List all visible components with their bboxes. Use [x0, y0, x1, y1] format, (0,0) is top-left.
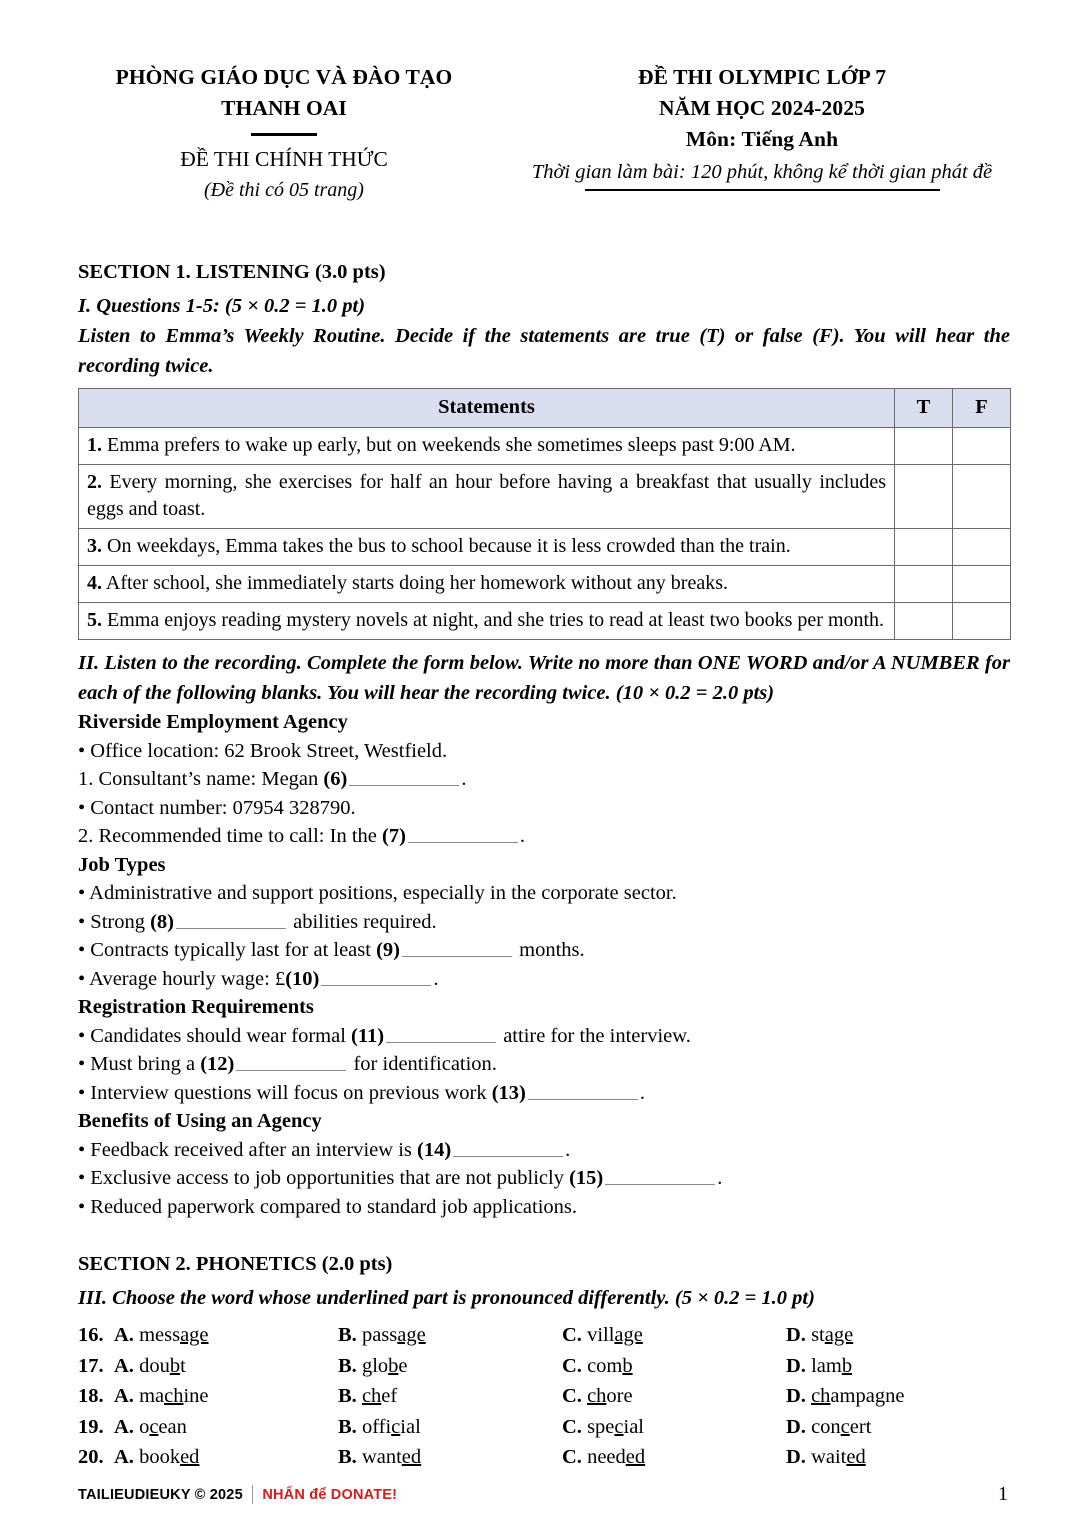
statement-text-cell: 3. On weekdays, Emma takes the bus to school because it is less crowded than the train. — [79, 529, 895, 566]
option-letter: C. — [562, 1354, 588, 1377]
statement-number: 1. — [87, 434, 102, 456]
blank-number-label: (14) — [417, 1138, 452, 1161]
blank-number-label: (6) — [323, 768, 348, 790]
table-row — [79, 529, 1011, 566]
option-word: comb — [587, 1354, 633, 1377]
underlined-part: ch — [361, 1385, 382, 1407]
statement-text-cell: 5. Emma enjoys reading mystery novels at night, and she tries to read at least two books per month. — [79, 603, 895, 640]
option-letter: A. — [114, 1324, 140, 1346]
phonetics-option[interactable] — [114, 1412, 338, 1443]
option-letter: C. — [562, 1385, 588, 1407]
option-word: wanted — [361, 1446, 422, 1468]
option-letter: A. — [114, 1415, 140, 1438]
option-letter: B. — [338, 1354, 362, 1377]
underlined-part: c — [149, 1415, 159, 1438]
option-word: needed — [587, 1446, 646, 1468]
school-year: NĂM HỌC 2024-2025 — [659, 96, 865, 120]
page-number: 1 — [998, 1483, 1008, 1505]
section-1-title: SECTION 1. LISTENING (3.0 pts) — [78, 261, 386, 283]
option-word: ocean — [139, 1415, 187, 1438]
option-letter: D. — [786, 1415, 812, 1438]
blank-number-label: (15) — [569, 1167, 604, 1189]
statements-table-body — [79, 428, 1011, 640]
form-group-contact — [78, 737, 1010, 851]
form-line: • Average hourly wage: £(10) . — [78, 967, 439, 990]
header-right-block — [490, 62, 1026, 205]
phonetics-option[interactable] — [562, 1412, 786, 1443]
option-word: champagne — [811, 1385, 905, 1407]
phonetics-option[interactable] — [562, 1442, 786, 1473]
answer-cell-true[interactable] — [895, 529, 953, 566]
answer-cell-false[interactable] — [953, 428, 1011, 465]
underlined-part: ed — [401, 1446, 422, 1468]
form-line: • Exclusive access to job opportunities that are not publicly (15) . — [78, 1167, 723, 1189]
answer-cell-false[interactable] — [953, 529, 1011, 566]
option-letter: A. — [114, 1385, 140, 1407]
answer-cell-true[interactable] — [895, 428, 953, 465]
phonetics-option[interactable] — [562, 1351, 786, 1382]
answer-blank[interactable] — [386, 1028, 496, 1043]
form-line: 2. Recommended time to call: In the (7) . — [78, 825, 526, 847]
exam-title: ĐỀ THI OLYMPIC LỚP 7 — [637, 65, 887, 89]
form-line: • Feedback received after an interview is (14) . — [78, 1138, 571, 1161]
underlined-part: ch — [811, 1385, 831, 1407]
blank-number-label: (11) — [351, 1024, 385, 1047]
option-word: village — [587, 1324, 643, 1346]
form-title-job-types: Job Types — [78, 853, 166, 876]
underlined-part: ch — [164, 1385, 184, 1407]
exam-duration-note: Thời gian làm bài: 120 phút, không kể thời gian phát đề — [531, 161, 993, 183]
option-word: concert — [811, 1415, 872, 1438]
phonetics-option[interactable] — [786, 1351, 852, 1382]
table-row — [79, 465, 1011, 529]
table-header-row — [79, 389, 1011, 428]
statement-number: 4. — [87, 572, 102, 594]
form-line: • Reduced paperwork compared to standard job applications. — [78, 1195, 578, 1218]
answer-blank[interactable] — [321, 971, 431, 986]
blank-number-label: (8) — [150, 910, 175, 933]
phonetics-question-list — [78, 1320, 1010, 1473]
part-3-instruction: III. Choose the word whose underlined part is pronounced differently. (5 × 0.2 = 1.0 pt) — [78, 1287, 815, 1309]
table-row — [79, 428, 1011, 465]
phonetics-option[interactable] — [338, 1412, 562, 1443]
page-count-note: (Đề thi có 05 trang) — [204, 179, 364, 201]
form-line: 1. Consultant’s name: Megan (6) . — [78, 768, 467, 790]
answer-blank[interactable] — [402, 942, 512, 957]
underlined-part: age — [397, 1324, 426, 1346]
option-word: stage — [811, 1324, 854, 1346]
option-letter: D. — [786, 1354, 812, 1377]
header-left-block — [60, 62, 490, 205]
option-letter: D. — [786, 1324, 812, 1346]
answer-blank[interactable] — [605, 1170, 715, 1185]
section-2-title: SECTION 2. PHONETICS (2.0 pts) — [78, 1253, 393, 1275]
part-1-label: I. Questions 1-5: (5 × 0.2 = 1.0 pt) — [78, 295, 366, 317]
exam-content — [0, 257, 1086, 1473]
underlined-part: b — [622, 1354, 633, 1377]
footer-separator — [252, 1485, 254, 1504]
option-letter: A. — [114, 1446, 140, 1468]
form-group-benefits — [78, 1136, 1010, 1222]
phonetics-option[interactable] — [338, 1442, 562, 1473]
blank-number-label: (12) — [200, 1053, 235, 1075]
answer-blank[interactable] — [408, 828, 518, 843]
option-letter: B. — [338, 1385, 362, 1407]
blank-number-label: (7) — [382, 825, 406, 847]
underlined-part: ch — [587, 1385, 607, 1407]
option-word: waited — [811, 1446, 866, 1468]
option-word: globe — [361, 1354, 408, 1377]
form-line: • Office location: 62 Brook Street, Westfield. — [78, 739, 448, 762]
question-number: 18. — [78, 1385, 104, 1407]
phonetics-option[interactable] — [786, 1442, 866, 1473]
phonetics-option[interactable] — [114, 1320, 338, 1351]
phonetics-question-row — [78, 1320, 1010, 1351]
phonetics-option[interactable] — [114, 1351, 338, 1382]
answer-blank[interactable] — [528, 1085, 638, 1100]
form-title-benefits: Benefits of Using an Agency — [78, 1110, 322, 1132]
form-group-job-types — [78, 879, 1010, 993]
option-word: chore — [587, 1385, 633, 1407]
form-group-registration — [78, 1022, 1010, 1108]
document-header — [0, 0, 1086, 205]
answer-blank[interactable] — [176, 914, 286, 929]
header-divider-rule — [251, 133, 317, 136]
option-letter: B. — [338, 1446, 362, 1468]
option-letter: C. — [562, 1446, 588, 1468]
column-header-false: F — [953, 389, 1011, 428]
table-row — [79, 566, 1011, 603]
underlined-part: c — [614, 1415, 624, 1438]
statement-text-cell: 4. After school, she immediately starts doing her homework without any breaks. — [79, 566, 895, 603]
option-word: official — [361, 1415, 421, 1438]
statements-table — [78, 388, 1011, 640]
column-header-statements: Statements — [79, 389, 895, 428]
form-line: • Strong (8) abilities required. — [78, 910, 437, 933]
table-row — [79, 603, 1011, 640]
part-1-instruction: Listen to Emma’s Weekly Routine. Decide if the statements are true (T) or false (F). You will hear the recording twice. — [78, 325, 1010, 377]
option-word: booked — [139, 1446, 200, 1468]
option-word: machine — [139, 1385, 209, 1407]
option-word: lamb — [811, 1354, 853, 1377]
footer-brand-text: TAILIEUDIEUKY © 2025 — [78, 1486, 243, 1503]
answer-cell-false[interactable] — [953, 566, 1011, 603]
answer-cell-false[interactable] — [953, 465, 1011, 529]
department-name-line2: THANH OAI — [221, 96, 347, 120]
phonetics-question-row — [78, 1412, 1010, 1443]
form-title-registration: Registration Requirements — [78, 996, 314, 1018]
underlined-part: b — [169, 1354, 181, 1377]
phonetics-option[interactable] — [562, 1381, 786, 1412]
underlined-part: c — [840, 1415, 850, 1438]
department-name-line1: PHÒNG GIÁO DỤC VÀ ĐÀO TẠO — [115, 65, 453, 89]
form-line: • Administrative and support positions, especially in the corporate sector. — [78, 882, 677, 904]
option-word: special — [587, 1415, 644, 1438]
option-word: passage — [361, 1324, 426, 1346]
question-number: 20. — [78, 1446, 104, 1468]
statement-text-cell: 1. Emma prefers to wake up early, but on weekends she sometimes sleeps past 9:00 AM. — [79, 428, 895, 465]
phonetics-option[interactable] — [338, 1351, 562, 1382]
option-word: chef — [361, 1385, 398, 1407]
subject-name: Môn: Tiếng Anh — [685, 127, 839, 151]
part-2-instruction: II. Listen to the recording. Complete the form below. Write no more than ONE WORD and/or A NUMBER for each of the following blanks. You will hear the recording twice. (10 × 0.2 = 2.0 pts) — [78, 652, 1010, 704]
column-header-true: T — [895, 389, 953, 428]
form-line: • Must bring a (12) for identification. — [78, 1053, 497, 1075]
phonetics-option[interactable] — [786, 1381, 904, 1412]
phonetics-question-row — [78, 1351, 1010, 1382]
page-footer — [78, 1483, 1008, 1506]
underlined-part: ed — [846, 1446, 866, 1468]
answer-blank[interactable] — [349, 771, 459, 786]
footer-brand-block — [78, 1485, 397, 1504]
underlined-part: b — [841, 1354, 853, 1377]
option-letter: D. — [786, 1385, 812, 1407]
question-number: 16. — [78, 1324, 104, 1346]
statement-text-cell: 2. Every morning, she exercises for half an hour before having a breakfast that usually includes eggs and toast. — [79, 465, 895, 529]
form-line: • Contact number: 07954 328790. — [78, 796, 356, 819]
option-letter: C. — [562, 1415, 588, 1438]
phonetics-question-row — [78, 1442, 1010, 1473]
header-bottom-rule — [585, 189, 940, 191]
phonetics-option[interactable] — [338, 1320, 562, 1351]
answer-blank[interactable] — [453, 1142, 563, 1157]
phonetics-option[interactable] — [562, 1320, 786, 1351]
phonetics-option[interactable] — [786, 1412, 871, 1443]
statement-number: 3. — [87, 535, 102, 557]
blank-number-label: (10) — [285, 967, 320, 990]
phonetics-option[interactable] — [786, 1320, 853, 1351]
underlined-part: c — [391, 1415, 401, 1438]
footer-donate-link[interactable]: NHẤN để DONATE! — [262, 1486, 398, 1503]
statement-number: 2. — [87, 471, 102, 493]
blank-number-label: (13) — [491, 1081, 526, 1104]
answer-blank[interactable] — [236, 1056, 346, 1071]
underlined-part: ed — [625, 1446, 646, 1468]
option-letter: B. — [338, 1415, 362, 1438]
underlined-part: age — [180, 1324, 209, 1346]
option-letter: C. — [562, 1324, 588, 1346]
phonetics-option[interactable] — [114, 1381, 338, 1412]
phonetics-option[interactable] — [338, 1381, 562, 1412]
answer-cell-false[interactable] — [953, 603, 1011, 640]
blank-number-label: (9) — [376, 939, 400, 961]
underlined-part: b — [388, 1354, 399, 1377]
phonetics-option[interactable] — [114, 1442, 338, 1473]
option-letter: B. — [338, 1324, 362, 1346]
phonetics-question-row — [78, 1381, 1010, 1412]
answer-cell-true[interactable] — [895, 566, 953, 603]
form-title-riverside: Riverside Employment Agency — [78, 711, 348, 733]
question-number: 17. — [78, 1354, 104, 1377]
official-exam-label: ĐỀ THI CHÍNH THỨC — [180, 147, 388, 171]
underlined-part: age — [614, 1324, 643, 1346]
underlined-part: ed — [180, 1446, 200, 1468]
option-word: message — [139, 1324, 209, 1346]
option-letter: A. — [114, 1354, 140, 1377]
form-line: • Candidates should wear formal (11) attire for the interview. — [78, 1024, 691, 1047]
form-line: • Contracts typically last for at least (9) months. — [78, 939, 585, 961]
form-line: • Interview questions will focus on previous work (13) . — [78, 1081, 645, 1104]
option-word: doubt — [139, 1354, 186, 1377]
option-letter: D. — [786, 1446, 812, 1468]
underlined-part: age — [824, 1324, 854, 1346]
statement-number: 5. — [87, 609, 102, 631]
answer-cell-true[interactable] — [895, 603, 953, 640]
answer-cell-true[interactable] — [895, 465, 953, 529]
question-number: 19. — [78, 1415, 104, 1438]
